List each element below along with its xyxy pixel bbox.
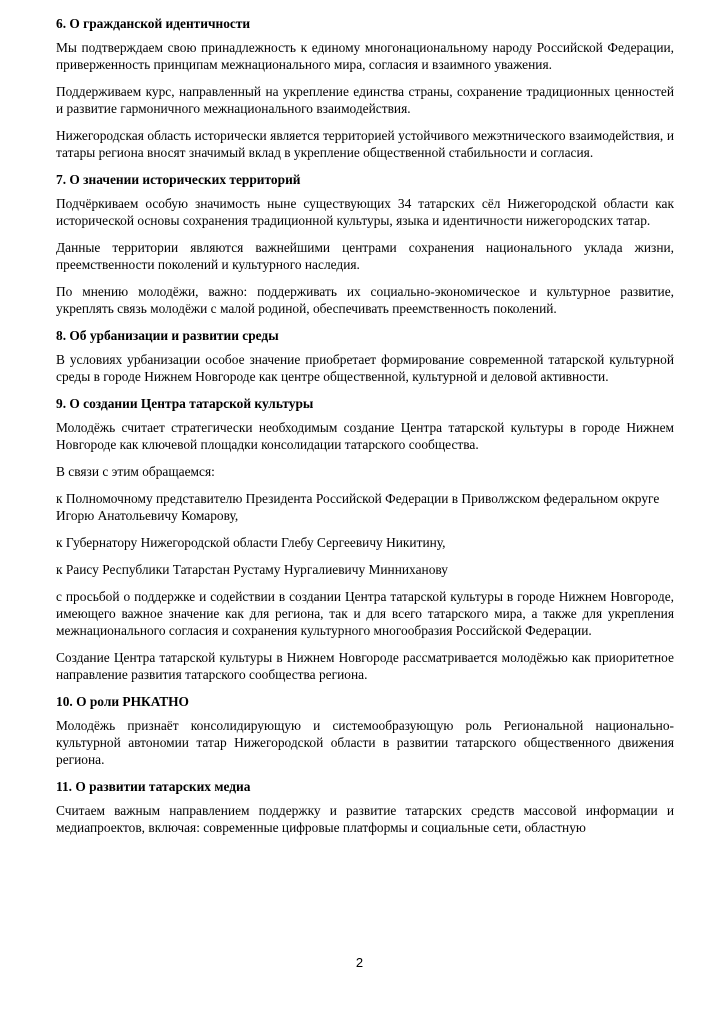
section-6 (56, 15, 674, 161)
addressee-paragraph: к Губернатору Нижегородской области Глебу Сергеевичу Никитину, (56, 535, 446, 550)
section-heading: 10. О роли РНКАТНО (56, 694, 189, 709)
section-heading: 7. О значении исторических территорий (56, 172, 301, 187)
section-7 (56, 171, 674, 317)
paragraph: Создание Центра татарской культуры в Нижнем Новгороде рассматривается молодёжью как приоритетное направление развития татарского сообщества региона. (56, 650, 674, 682)
paragraph: Молодёжь признаёт консолидирующую и системообразующую роль Региональной национально-культурной автономии татар Нижегородской области в развитии татарского общественного движения региона. (56, 718, 674, 767)
section-heading: 8. Об урбанизации и развитии среды (56, 328, 279, 343)
paragraph: Молодёжь считает стратегически необходимым создание Центра татарской культуры в городе Нижнем Новгороде как ключевой площадки консолидации татарского сообщества. (56, 420, 674, 452)
section-heading: 6. О гражданской идентичности (56, 16, 251, 31)
section-11 (56, 778, 674, 836)
paragraph: В условиях урбанизации особое значение приобретает формирование современной татарской культурной среды в городе Нижнем Новгороде как центре общественной, культурной и деловой активности. (56, 352, 674, 384)
paragraph: Нижегородская область исторически является территорией устойчивого межэтнического взаимодействия, и татары региона вносят значимый вклад в укрепление общественной стабильности и согласия. (56, 128, 674, 160)
addressee-paragraph: к Полномочному представителю Президента Российской Федерации в Приволжском федеральном округе Игорю Анатольевичу Комарову, (56, 491, 660, 523)
section-10 (56, 693, 674, 768)
paragraph: с просьбой о поддержке и содействии в создании Центра татарской культуры в городе Нижнем Новгороде, имеющего важное значение как для региона, так и для всего татарского мира, а также для укрепления межнационального согласия и сохранения культурного многообразия Российской Федерации. (56, 589, 674, 638)
section-heading: 11. О развитии татарских медиа (56, 779, 251, 794)
document-body (56, 15, 674, 846)
page-number: 2 (355, 955, 364, 970)
section-heading: 9. О создании Центра татарской культуры (56, 396, 314, 411)
paragraph: Данные территории являются важнейшими центрами сохранения национального уклада жизни, преемственности поколений и культурного наследия. (56, 240, 674, 272)
paragraph: Подчёркиваем особую значимость ныне существующих 34 татарских сёл Нижегородской области как исторической основы сохранения традиционной культуры, языка и идентичности нижегородских татар. (56, 196, 674, 228)
addressee-paragraph: к Раису Республики Татарстан Рустаму Нургалиевичу Минниханову (56, 562, 448, 577)
paragraph: По мнению молодёжи, важно: поддерживать их социально-экономическое и культурное развитие, укреплять связь молодёжи с малой родиной, обеспечивать преемственность поколений. (56, 284, 674, 316)
paragraph: Поддерживаем курс, направленный на укрепление единства страны, сохранение традиционных ценностей и развитие гармоничного межнационального взаимодействия. (56, 84, 674, 116)
paragraph: Мы подтверждаем свою принадлежность к единому многонациональному народу Российской Федерации, приверженность принципам межнационального мира, согласия и взаимного уважения. (56, 40, 674, 72)
section-8 (56, 327, 674, 385)
paragraph: Считаем важным направлением поддержку и развитие татарских средств массовой информации и медиапроектов, включая: современные цифровые платформы и социальные сети, областную (56, 803, 674, 835)
paragraph: В связи с этим обращаемся: (56, 464, 215, 479)
section-9 (56, 395, 674, 683)
